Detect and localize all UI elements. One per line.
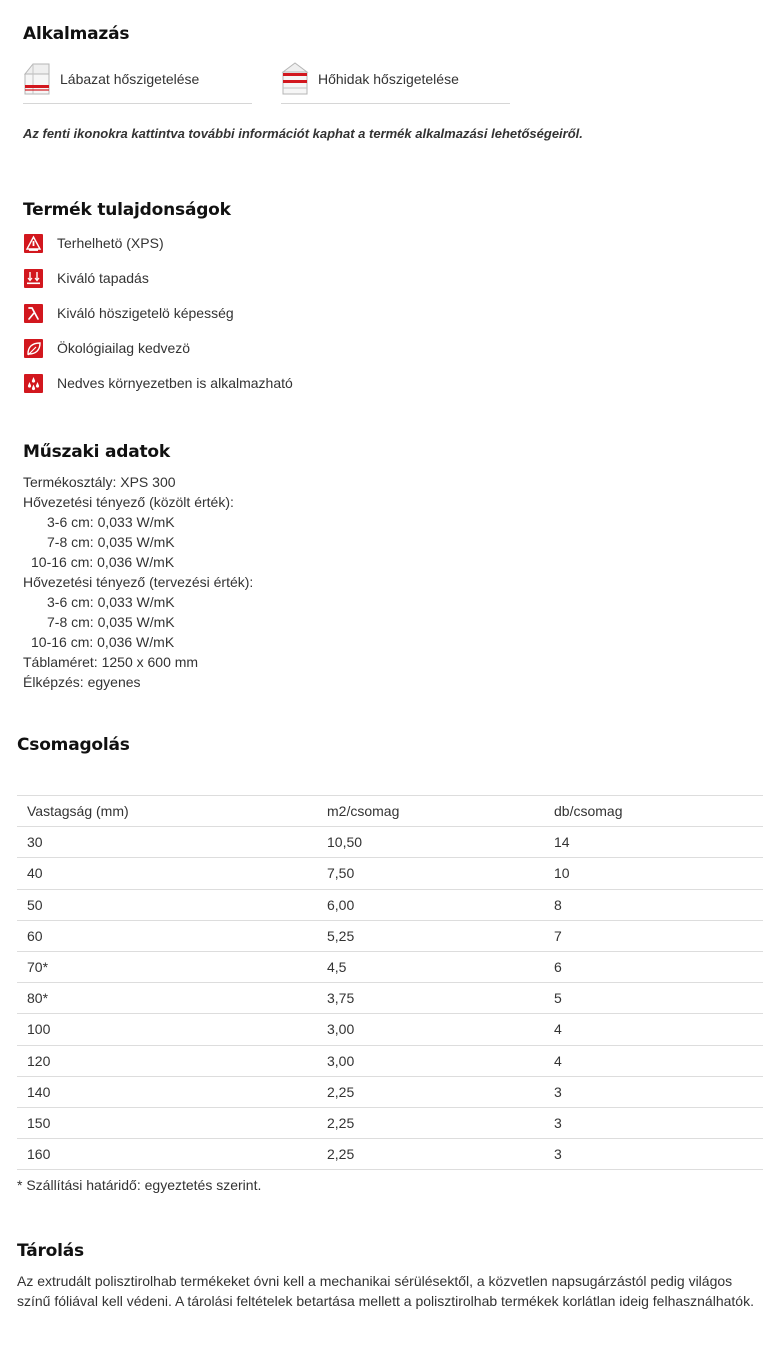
application-item-thermal-bridge[interactable] [281,58,510,104]
cell-area: 2,25 [317,1139,544,1170]
cell-pieces: 6 [544,951,763,982]
cell-pieces: 3 [544,1107,763,1138]
cell-area: 3,00 [317,1045,544,1076]
cell-thickness: 120 [17,1045,317,1076]
cell-pieces: 7 [544,920,763,951]
cell-thickness: 140 [17,1076,317,1107]
table-row [17,889,763,920]
table-row [17,1139,763,1170]
property-label: Nedves környezetben is alkalmazható [57,375,293,391]
cell-thickness: 70* [17,951,317,982]
cell-area: 10,50 [317,827,544,858]
storage-heading: Tárolás [17,1241,84,1261]
cell-area: 2,25 [317,1076,544,1107]
cell-thickness: 40 [17,858,317,889]
cell-thickness: 30 [17,827,317,858]
cell-area: 3,00 [317,1014,544,1045]
column-header-pieces: db/csomag [544,796,763,827]
cell-thickness: 160 [17,1139,317,1170]
cell-area: 2,25 [317,1107,544,1138]
cell-pieces: 5 [544,983,763,1014]
load-bearing-icon [24,234,43,253]
leaf-icon [24,339,43,358]
storage-text: Az extrudált polisztirolhab termékeket óvni kell a mechanikai sérülésektől, a közvetlen napsugárzástól pedig világos színű fóliával kell védeni. A tárolási feltételek betartása mellett a polisztirolhab termékek korlátlan ideig felhasználhatók. [17,1273,754,1309]
packaging-table [17,795,763,1170]
cell-pieces: 3 [544,1076,763,1107]
technical-conductivity-value: 10-16 cm: 0,036 W/mK [31,554,175,570]
table-row [17,1014,763,1045]
cell-thickness: 50 [17,889,317,920]
technical-edge-profile: Élképzés: egyenes [23,674,141,690]
cell-thickness: 100 [17,1014,317,1045]
table-row [17,1107,763,1138]
plinth-insulation-icon [23,60,51,96]
properties-heading: Termék tulajdonságok [23,200,231,220]
adhesion-icon [24,269,43,288]
cell-pieces: 10 [544,858,763,889]
table-body [17,827,763,1170]
technical-conductivity-value: 3-6 cm: 0,033 W/mK [47,594,175,610]
table-header-row [17,796,763,827]
technical-heading: Műszaki adatok [23,442,170,462]
cell-pieces: 14 [544,827,763,858]
cell-pieces: 3 [544,1139,763,1170]
table-row [17,1045,763,1076]
property-label: Ökológiailag kedvezö [57,340,191,356]
table-row [17,920,763,951]
cell-thickness: 80* [17,983,317,1014]
application-heading: Alkalmazás [23,24,130,44]
technical-product-class: Termékosztály: XPS 300 [23,474,176,490]
table-row [17,983,763,1014]
packaging-heading: Csomagolás [17,735,130,755]
cell-area: 5,25 [317,920,544,951]
cell-area: 3,75 [317,983,544,1014]
application-item-plinth-label: Lábazat hőszigetelése [60,71,200,87]
cell-thickness: 150 [17,1107,317,1138]
cell-area: 4,5 [317,951,544,982]
technical-conductivity-value: 7-8 cm: 0,035 W/mK [47,534,175,550]
cell-thickness: 60 [17,920,317,951]
technical-conductivity-value: 7-8 cm: 0,035 W/mK [47,614,175,630]
table-row [17,827,763,858]
application-item-thermal-bridge-label: Hőhidak hőszigetelése [318,71,459,87]
packaging-footnote: * Szállítási határidő: egyeztetés szerint. [17,1177,262,1193]
water-drops-icon [24,374,43,393]
technical-conductivity-value: 3-6 cm: 0,033 W/mK [47,514,175,530]
cell-pieces: 4 [544,1014,763,1045]
property-label: Kiváló höszigetelö képesség [57,305,234,321]
application-note: Az fenti ikonokra kattintva további információt kaphat a termék alkalmazási lehetőségeiről. [23,126,583,141]
technical-conductivity-declared: Hővezetési tényező (közölt érték): [23,494,234,510]
column-header-thickness: Vastagság (mm) [17,796,317,827]
technical-board-size: Táblaméret: 1250 x 600 mm [23,654,199,670]
property-label: Kiváló tapadás [57,270,149,286]
thermal-bridge-insulation-icon [281,60,309,96]
application-item-plinth[interactable] [23,58,252,104]
property-label: Terhelhetö (XPS) [57,235,164,251]
table-row [17,951,763,982]
cell-area: 6,00 [317,889,544,920]
table-row [17,1076,763,1107]
table-row [17,858,763,889]
technical-conductivity-design: Hővezetési tényező (tervezési érték): [23,574,254,590]
lambda-icon [24,304,43,323]
column-header-area: m2/csomag [317,796,544,827]
cell-area: 7,50 [317,858,544,889]
cell-pieces: 4 [544,1045,763,1076]
technical-conductivity-value: 10-16 cm: 0,036 W/mK [31,634,175,650]
cell-pieces: 8 [544,889,763,920]
